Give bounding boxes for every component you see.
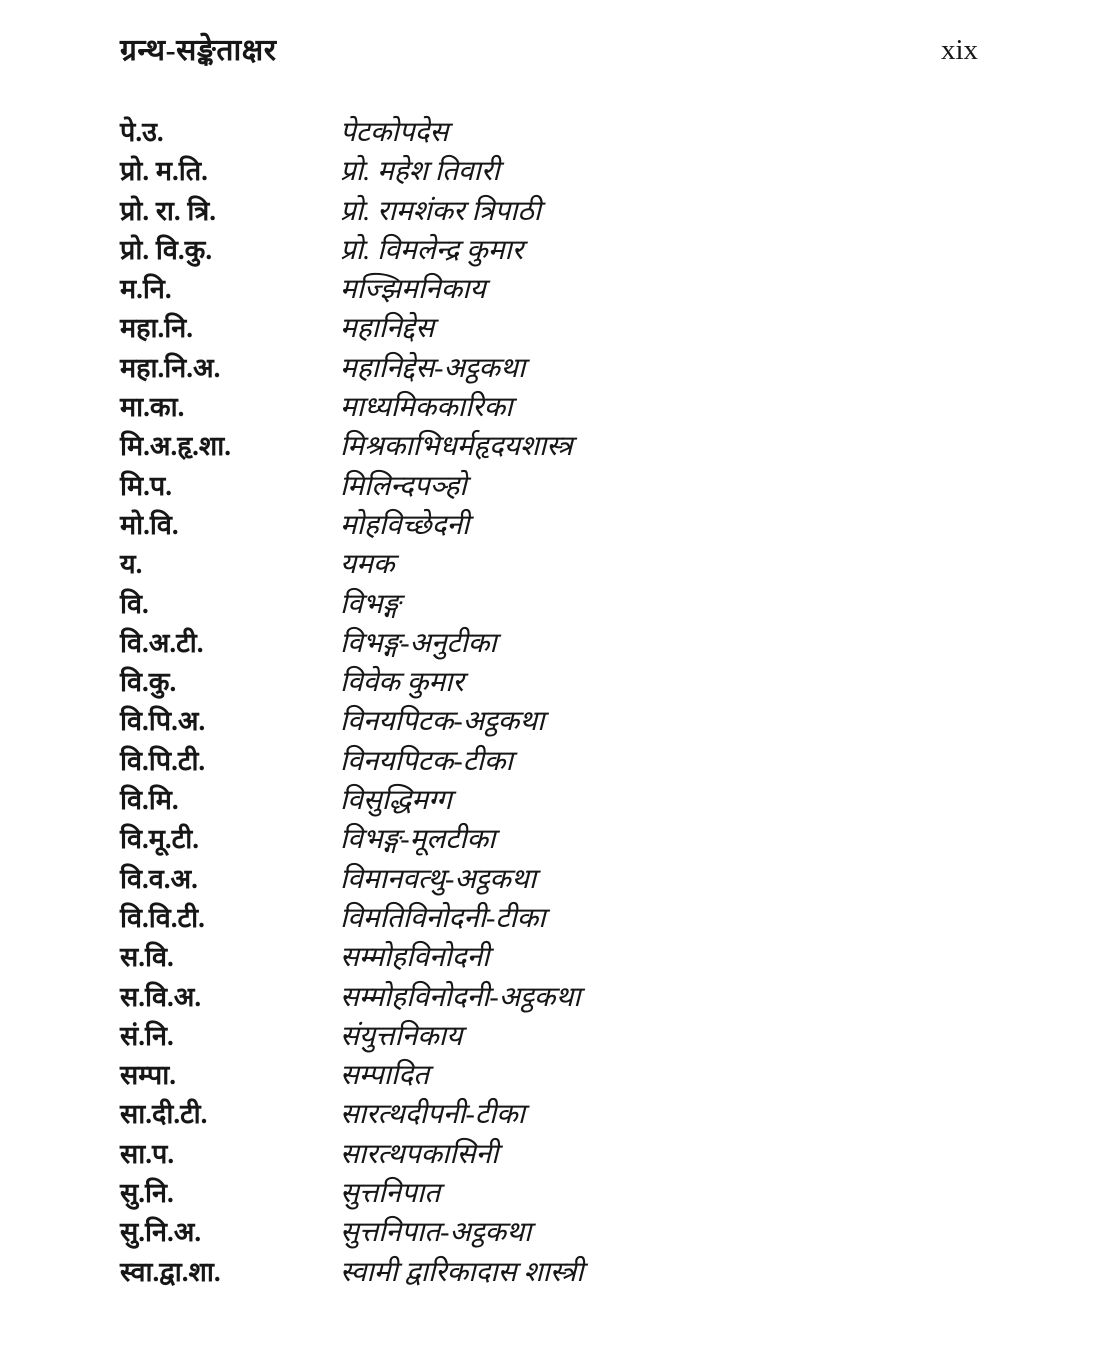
abbreviation-label: वि.वि.टी.: [120, 902, 205, 933]
full-form-label: सारत्थदीपनी-टीका: [340, 1099, 525, 1131]
list-item: [120, 584, 1040, 623]
abbreviation-label: महा.नि.अ.: [120, 352, 221, 383]
full-form-label: प्रो. विमलेन्द्र कुमार: [340, 234, 524, 266]
full-form-label: पेटकोपदेस: [340, 117, 449, 148]
list-item: [120, 898, 1040, 937]
list-item: [120, 780, 1040, 819]
list-item: [120, 1016, 1040, 1055]
full-form-label: सम्मोहविनोदनी-अट्ठकथा: [340, 981, 581, 1013]
abbreviation-label: स्वा.द्वा.शा.: [120, 1256, 221, 1287]
list-item: [120, 308, 1040, 347]
full-form-label: माध्यमिककारिका: [340, 392, 513, 424]
full-form-label: मज्झिमनिकाय: [340, 274, 486, 306]
page-header: [120, 34, 978, 67]
list-item: [120, 505, 1040, 544]
abbreviation-label: मो.वि.: [120, 509, 179, 540]
abbreviation-label: सा.प.: [120, 1138, 175, 1169]
abbreviation-label: मि.अ.हृ.शा.: [120, 431, 231, 462]
list-item: [120, 112, 1040, 151]
list-item: [120, 977, 1040, 1016]
full-form-label: विभङ्ग: [340, 588, 401, 620]
full-form-label: विवेक कुमार: [340, 667, 464, 699]
abbreviation-label: वि.मि.: [120, 785, 179, 816]
list-item: [120, 191, 1040, 230]
full-form-label: यमक: [340, 549, 395, 581]
full-form-label: मिश्रकाभिधर्महृदयशास्त्र: [340, 431, 573, 463]
abbreviation-label: मा.का.: [120, 392, 185, 423]
list-item: [120, 466, 1040, 505]
full-form-label: प्रो. महेश तिवारी: [340, 156, 500, 188]
abbreviation-label: प्रो. म.ति.: [120, 156, 208, 187]
abbreviation-label: वि.पि.टी.: [120, 745, 206, 776]
list-item: [120, 544, 1040, 583]
list-item: [120, 230, 1040, 269]
list-item: [120, 151, 1040, 190]
list-item: [120, 662, 1040, 701]
abbreviation-label: मि.प.: [120, 470, 172, 501]
abbreviation-label: सम्पा.: [120, 1060, 176, 1091]
list-item: [120, 1212, 1040, 1251]
abbreviation-label: वि.पि.अ.: [120, 706, 206, 737]
abbreviation-label: सं.नि.: [120, 1020, 174, 1051]
abbreviation-label: सा.दी.टी.: [120, 1099, 208, 1130]
list-item: [120, 1094, 1040, 1133]
full-form-label: मिलिन्दपञ्हो: [340, 470, 467, 502]
page-number: xix: [940, 34, 978, 66]
abbreviation-list: [120, 112, 1040, 1291]
full-form-label: सम्पादित: [340, 1060, 430, 1092]
full-form-label: विनयपिटक-अट्ठकथा: [340, 706, 545, 738]
list-item: [120, 623, 1040, 662]
full-form-label: विमतिविनोदनी-टीका: [340, 902, 546, 934]
full-form-label: विसुद्धिमग्ग: [340, 785, 452, 817]
full-form-label: विनयपिटक-टीका: [340, 745, 513, 777]
full-form-label: सम्मोहविनोदनी: [340, 942, 490, 974]
full-form-label: सारत्थपकासिनी: [340, 1138, 499, 1170]
list-item: [120, 701, 1040, 740]
abbreviation-label: महा.नि.: [120, 313, 193, 344]
list-item: [120, 1173, 1040, 1212]
abbreviation-label: स.वि.: [120, 942, 174, 973]
full-form-label: विभङ्ग-मूलटीका: [340, 824, 496, 856]
abbreviation-label: वि.व.अ.: [120, 863, 198, 894]
full-form-label: विभङ्ग-अनुटीका: [340, 627, 497, 659]
abbreviation-label: प्रो. वि.कु.: [120, 234, 213, 265]
list-item: [120, 741, 1040, 780]
full-form-label: संयुत्तनिकाय: [340, 1020, 463, 1052]
list-item: [120, 937, 1040, 976]
abbreviation-label: प्रो. रा. त्रि.: [120, 195, 217, 226]
list-item: [120, 1134, 1040, 1173]
abbreviation-label: वि.मू.टी.: [120, 824, 200, 855]
abbreviation-label: पे.उ.: [120, 117, 164, 147]
full-form-label: मोहविच्छेदनी: [340, 509, 470, 541]
page-title: ग्रन्थ-सङ्केताक्षर: [120, 34, 277, 67]
full-form-label: विमानवत्थु-अट्ठकथा: [340, 863, 537, 895]
abbreviation-label: म.नि.: [120, 274, 172, 305]
list-item: [120, 859, 1040, 898]
abbreviation-label: वि.: [120, 588, 149, 619]
full-form-label: सुत्तनिपात-अट्ठकथा: [340, 1217, 532, 1249]
abbreviation-label: स.वि.अ.: [120, 981, 202, 1012]
list-item: [120, 819, 1040, 858]
list-item: [120, 348, 1040, 387]
full-form-label: महानिद्देस: [340, 313, 435, 345]
list-item: [120, 1055, 1040, 1094]
abbreviation-label: य.: [120, 549, 143, 580]
list-item: [120, 426, 1040, 465]
list-item: [120, 387, 1040, 426]
abbreviation-label: वि.कु.: [120, 667, 177, 698]
full-form-label: महानिद्देस-अट्ठकथा: [340, 352, 526, 384]
abbreviation-label: वि.अ.टी.: [120, 627, 204, 658]
list-item: [120, 1252, 1040, 1291]
abbreviation-label: सु.नि.: [120, 1178, 174, 1209]
full-form-label: प्रो. रामशंकर त्रिपाठी: [340, 195, 542, 227]
abbreviation-label: सु.नि.अ.: [120, 1217, 202, 1248]
full-form-label: स्वामी द्वारिकादास शास्त्री: [340, 1256, 584, 1288]
list-item: [120, 269, 1040, 308]
full-form-label: सुत्तनिपात: [340, 1178, 441, 1210]
